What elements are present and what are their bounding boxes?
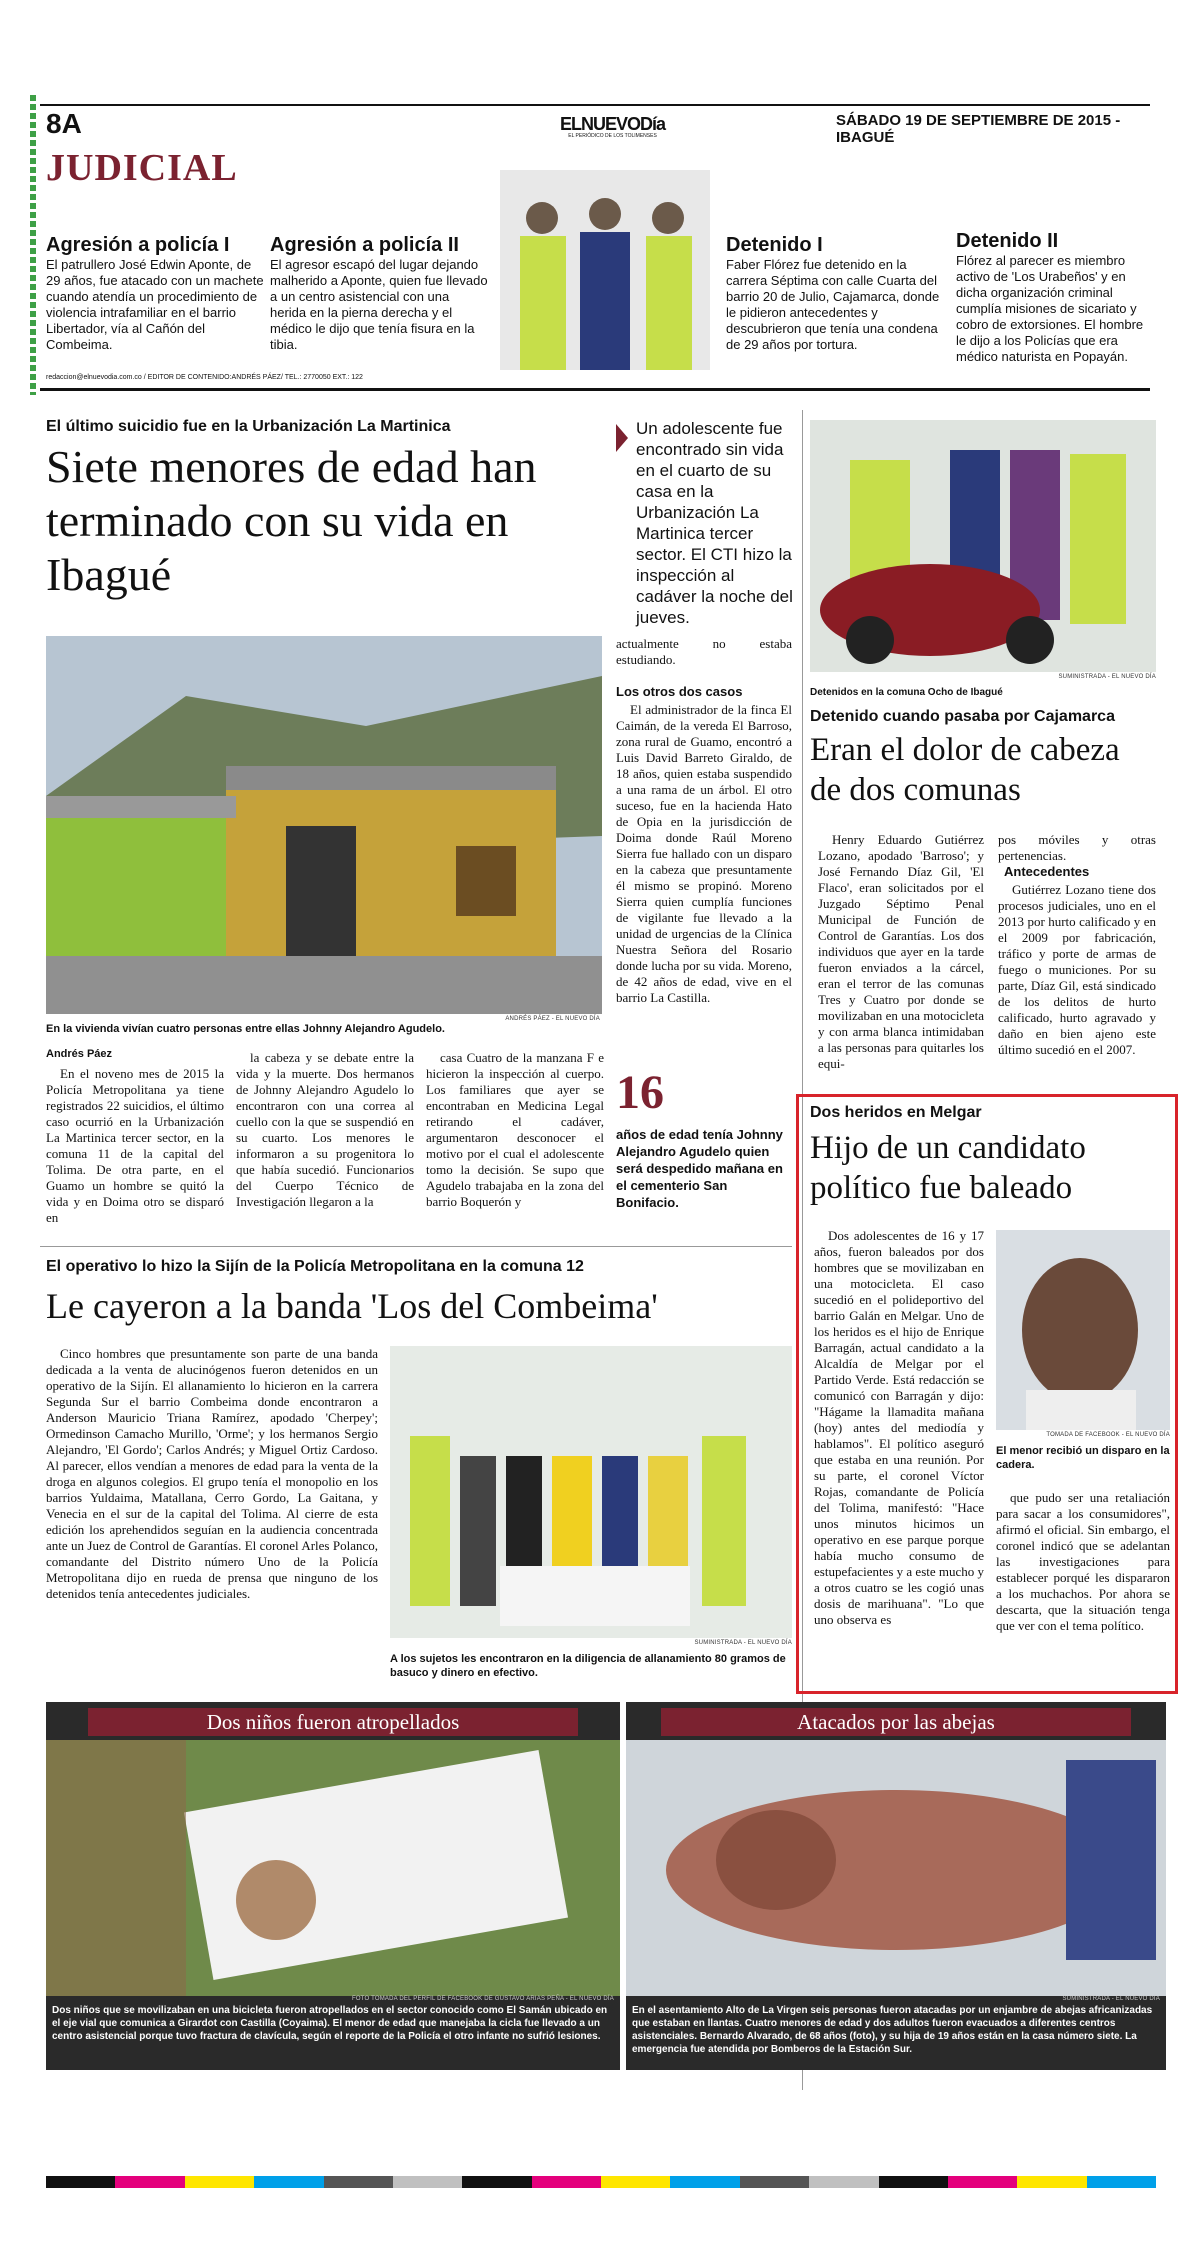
combeima-caption: A los sujetos les encontraron en la diligencia de allanamiento 80 gramos de basuco y dinero en efectivo. [390,1653,786,1679]
bottom-credit-right: SUMINISTRADA - EL NUEVO DÍA [1062,1996,1160,2002]
combeima-headline: Le cayeron a la banda 'Los del Combeima' [46,1286,658,1326]
bottom-banner-right: Atacados por las abejas [661,1708,1131,1736]
melgar-caption: El menor recibió un disparo en la cadera. [996,1445,1170,1471]
main-col-1: En el noveno mes de 2015 la Policía Metropolitana ya tiene registrados 22 suicidios, el último caso ocurrió en la Urbanización La Martinica tercer sector, en la comuna 11 de la capital del Tolima. De otra parte, en el Guamo un hombre se quitó la vida y en Doima otro se disparó en [46,1066,224,1225]
brief-title: Detenido I [726,234,823,256]
main-kicker: El último suicidio fue en la Urbanización La Martinica [46,418,451,435]
combeima-kicker: El operativo lo hizo la Sijín de la Policía Metropolitana en la comuna 12 [46,1258,584,1275]
combeima-text: Cinco hombres que presuntamente son parte de una banda dedicada a la venta de alucinógenos fueron detenidos en un operativo de la Sijín. El allanamiento lo hicieron en la carrera Segunda Sur el barrio Combeima donde encontraron a Anderson Mauricio Triana Ramírez, apodado 'Cherpey'; Ormedinson Camacho Murillo, 'Orme'; y los hermanos Sergio Alejandro, 'El Gordo'; Carlos Andrés; y Miguel Ortiz Cardoso. Al parecer, ellos vendían a menores de edad para la venta de la droga en algunos colegios. El grupo tenía el monopolio en los barrios Yuldaima, Matallana, Cerro Gordo, La Gaitana, y Venecia en el sur de la capital del Tolima. Al cierre de esta edición los aprehendidos seguían en la audiencia concentrada ante un Juez de Control de Garantías. El coronel Arles Polanco, comandante del Distrito número Uno de la Policía Metropolitana dijo en rueda de prensa que ninguno de los detenidos tenía antecedentes judiciales. [46,1346,378,1601]
brief-1 [46,234,264,353]
brand-name: ELNUEVODía [560,114,666,134]
registration-bar [46,2176,1156,2188]
brief-3 [726,234,944,353]
cajamarca-col-2: Gutiérrez Lozano tiene dos procesos judiciales, uno en el 2013 por hurto calificado y en el 2009 por fabricación, tráfico y porte de armas de fuego o municiones. Por su parte, Díaz Gil, está sindicado de los delitos de hurto calificado, hurto agravado y daño en bien ajeno este último sucedió en el 2007. [998,882,1156,1057]
cajamarca-col-2-top: pos móviles y otras pertenencias. [998,832,1156,863]
briefs-photo [500,170,710,370]
main-col-2: la cabeza y se debate entre la vida y la muerte. Dos hermanos de Johnny Alejandro Agudelo lo encontraron con una correa al cuello con la que se suspendió en su cuarto. Los menores le informaron a su progenitora lo que había sucedió. Funcionarios del Cuerpo Técnico de Investigación llegaron a la [236,1050,414,1209]
brief-text: El agresor escapó del lugar dejando malherido a Aponte, quien fue llevado a un centro asistencial con una herida en la pierna derecha y el médico le dijo que tenía fisura en la tibia. [270,257,488,352]
stat-number: 16 [616,1066,664,1119]
col4-body: El administrador de la finca El Caimán, de la vereda El Barroso, zona rural de Guamo, encontró a Luis David Barreto Giraldo, de 18 años, quien estaba suspendido a una rama de un árbol. El otro suceso, fue en la hacienda Hato de Opia en la jurisdicción de Doima donde Raúl Moreno Sierra fue hallado con un disparo en la cabeza que presuntamente él mismo se propinó. Moreno Sierra quien cumplía funciones de vigilante fue llevado a la unidad de urgencias de la Clínica Nuestra Señora del Rosario donde lucha por su vida. Moreno, de 42 años de edad, vive en el barrio La Castilla. [616,702,792,1005]
house-illustration [46,636,602,1014]
cajamarca-col-1: Henry Eduardo Gutiérrez Lozano, apodado 'Barroso'; y José Fernando Díaz Gil, 'El Flaco', eran solicitados por el Juzgado Séptimo Penal Municipal de Función de Control de Garantías. Los dos individuos que ayer en la tarde fueron enviados a la cárcel, eran el terror de las comunas Tres y Cuatro por donde se movilizaban en una motocicleta y con arma blanca intimidaban a las personas para quitarles los equi- [818,832,984,1071]
section-title: JUDICIAL [46,147,238,189]
brief-2 [270,234,488,353]
combeima-photo-credit: SUMINISTRADA - EL NUEVO DÍA [694,1640,792,1646]
main-col-3: casa Cuatro de la manzana F e hicieron la inspección al cuerpo. Los familiares que ayer se encontraban en Medicina Legal retirando el cadáver, argumentaron desconocer el motivo por el cual el adolescente tomo la decisión. Se supo que Agudelo trabajaba en la zona del barrio Boquerón y [426,1050,604,1209]
combeima-top-rule [40,1246,792,1247]
brief-text: Faber Flórez fue detenido en la carrera Séptima con calle Cuarta del barrio 20 de Julio, Cajamarca, donde le pidieron antecedentes y descubrieron que tenía una condena de 29 años por tortura. [726,257,940,352]
bottom-panel-left [46,1702,620,2070]
main-photo-credit: ANDRÉS PÁEZ - EL NUEVO DÍA [505,1016,600,1022]
bottom-banner-left: Dos niños fueron atropellados [88,1708,578,1736]
brief-text: Flórez al parecer es miembro activo de 'Los Urabeños' y en dicha organización criminal cumplía misiones de sicariato y cobro de extorsiones. El hombre le dijo a los Policías que era médico naturista en Popayán. [956,253,1144,364]
bottom-caption-left: Dos niños que se movilizaban en una bicicleta fueron atropellados en el sector conocido como El Samán ubicado en el eje vial que comunica a Girardot con Castilla (Coyaima). El menor de edad que manejaba la cicla fue llevado a un centro asistencial porque tuvo fractura de clavícula, según el reporte de la Policía el otro infante no sufrió lesiones. [52,2005,608,2042]
bee-attack-illustration [626,1740,1166,1996]
col4-top: actualmente no estaba estudiando. [616,636,792,667]
pullquote-marker [616,424,628,452]
bottom-credit-left: FOTO TOMADA DEL PERFIL DE FACEBOOK DE GUSTAVO ARIAS PEÑA - EL NUEVO DÍA [351,1996,614,2002]
melgar-headline: Hijo de un candidato político fue baleado [810,1130,1086,1206]
brief-title: Agresión a policía II [270,234,459,256]
brief-4 [956,230,1156,365]
brand-tagline: EL PERIÓDICO DE LOS TOLIMENSES [568,133,657,139]
col4-subhead: Los otros dos casos [616,684,743,699]
stat-text: años de edad tenía Johnny Alejandro Agudelo quien será despedido mañana en el cementerio San Bonifacio. [616,1127,783,1210]
victim-portrait-illustration [996,1230,1170,1430]
accident-illustration [46,1740,620,1996]
main-headline: Siete menores de edad han terminado con su vida en Ibagué [46,441,537,600]
melgar-col-2: que pudo ser una retaliación para sacar a los consumidores", afirmó el oficial. Sin embargo, el coronel indicó que se adelantan las investigaciones para establecer porqué les dispararon a los muchachos. Por ahora se descarta, que la situación tenga que ver con el tema político. [996,1490,1170,1633]
brief-title: Detenido II [956,230,1059,252]
brand-logo [560,114,665,139]
header-date: SÁBADO 19 DE SEPTIEMBRE DE 2015 - IBAGUÉ [836,112,1121,146]
main-photo [46,636,602,1014]
brief-text: El patrullero José Edwin Aponte, de 29 años, fue atacado con un machete cuando atendía un procedimiento de violencia intrafamiliar en el barrio Libertador, vía al Cañón del Combeima. [46,257,264,352]
bottom-caption-right: En el asentamiento Alto de La Virgen seis personas fueron atacadas por un enjambre de abejas africanizadas que estaban en llantas. Cuatro menores de edad y dos adultos fueron evacuados a diferentes centros asistenciales. Bernardo Alvarado, de 68 años (foto), y su hija de 19 años están en la casa número siete. La emergencia fue atendida por Bomberos de la Estación Sur. [632,2005,1153,2055]
main-byline: Andrés Páez [46,1048,113,1060]
combeima-photo [390,1346,792,1638]
pullquote: Un adolescente fue encontrado sin vida en el cuarto de su casa en la Urbanización La Martinica tercer sector. El CTI hizo la inspección al cadáver la noche del jueves. [636,419,793,627]
main-caption: En la vivienda vivían cuatro personas entre ellas Johnny Alejandro Agudelo. [46,1023,445,1035]
melgar-col-1: Dos adolescentes de 16 y 17 años, fueron baleados por dos hombres que se movilizaban en una motocicleta. El caso sucedió en el polideportivo del barrio Galán en Melgar. Uno de los heridos es el hijo de Enrique Barragán, actual candidato a la Alcaldía de Melgar por el Partido Verde. Está redacción se comunicó con Barragán y dijo: "Hágame la llamadita mañana (hoy) antes del mediodía y hablamos". El político aseguró que estaba en una reunión. Por su parte, el coronel Víctor Rojas, comandante de Policía del Tolima, manifestó: "Hace unos minutos hicimos un operativo en ese parque porque había mucho consumo de estupefacientes y a este mucho y a otros cuatro se les cogió unas dosis de marihuana". "Lo que uno observa es [814,1228,985,1627]
cajamarca-headline: Eran el dolor de cabeza de dos comunas [810,732,1120,808]
melgar-kicker: Dos heridos en Melgar [810,1104,982,1121]
header-top-rule [40,104,1150,106]
cajamarca-caption: Detenidos en la comuna Ocho de Ibagué [810,687,1003,698]
header-contact: redaccion@elnuevodia.com.co / EDITOR DE CONTENIDO:ANDRÉS PÁEZ/ TEL.: 2770050 EXT.: 122 [46,374,363,381]
police-photo-illustration [500,170,710,370]
page-number: 8A [46,108,82,139]
band-arrest-illustration [390,1346,792,1638]
melgar-photo [996,1230,1170,1430]
cajamarca-photo [810,420,1156,672]
brief-title: Agresión a policía I [46,234,230,256]
cajamarca-subhead: Antecedentes [1004,864,1090,879]
bottom-panel-right [626,1702,1166,2070]
left-green-strip [30,95,36,395]
detainees-illustration [810,420,1156,672]
header-bottom-rule [40,388,1150,391]
cajamarca-photo-credit: SUMINISTRADA - EL NUEVO DÍA [1058,674,1156,680]
cajamarca-kicker: Detenido cuando pasaba por Cajamarca [810,708,1115,725]
melgar-photo-credit: TOMADA DE FACEBOOK - EL NUEVO DÍA [1046,1432,1170,1438]
